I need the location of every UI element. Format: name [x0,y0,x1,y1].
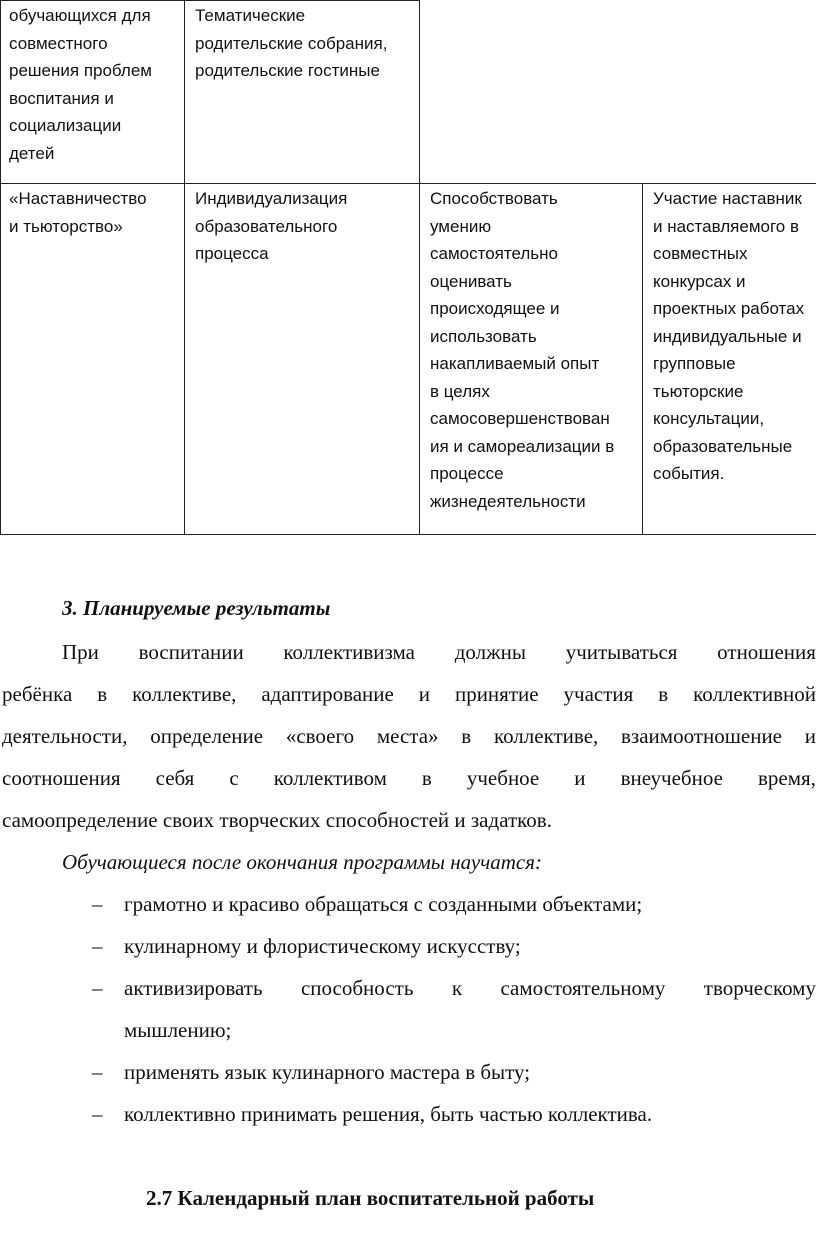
cell-text: процессе [430,464,504,483]
table-fragment [0,0,816,535]
word: творческому [703,976,816,1000]
cell-text: накапливаемый опыт [430,354,600,373]
cell-text: жизнедеятельности [430,491,586,511]
cell-text: события. [653,464,725,483]
cell-text: групповые [653,354,736,373]
cell-text: совместных [653,244,748,263]
word: коллективе, [493,724,599,748]
table-border-bottom [0,534,816,535]
word: и [418,682,431,706]
word: учебное [466,766,540,790]
table-col-divider-2 [419,0,420,535]
table-border-top [0,0,420,1]
word: коллективизма [283,640,416,664]
word: коллективом [273,766,387,790]
cell-text: и наставляемого в [653,216,800,236]
table-col-divider-3 [642,184,643,535]
cell-text: воспитания и [9,88,114,108]
word: коллективе, [132,682,237,706]
dash-bullet-icon: – [92,892,103,916]
cell-text: «Наставничество [9,189,147,208]
word: самостоятельному [500,976,666,1000]
cell-text: Участие наставник [653,189,802,208]
paragraph-line: самоопределение своих творческих способностей и задатков. [2,808,552,832]
cell-text: социализации [9,116,122,135]
cell-text: в целях [430,381,490,401]
word: время, [757,766,816,790]
word: воспитании [138,640,244,664]
cell-text: индивидуальные и [653,326,802,346]
cell-text: тьюторские [653,381,744,401]
word: с [229,766,239,790]
outcome-text-line [124,976,816,1000]
word: определение [150,724,264,748]
outcome-text: грамотно и красиво обращаться с созданными объектами; [124,892,643,916]
cell-text: конкурсах и [653,271,746,291]
table-border-left [0,0,1,535]
word: ребёнка [2,682,73,706]
word: активизировать [124,976,263,1000]
word: и [804,724,816,748]
word: отношения [717,640,816,664]
outcome-text: кулинарному и флористическому искусству; [124,934,521,958]
cell-text: образовательные [653,436,793,456]
word: в [97,682,108,706]
paragraph-line [2,682,816,706]
word: в [461,724,472,748]
cell-text: оценивать [430,271,512,291]
cell-text: Индивидуализация [195,189,348,208]
cell-text: детей [9,143,55,163]
cell-text: обучающихся для [9,6,151,25]
cell-text: родительские собрания, [195,33,388,53]
cell-text: Способствовать [430,189,558,208]
table-cell [430,185,614,515]
word: способность [300,976,414,1000]
table-cell [9,185,147,240]
dash-bullet-icon: – [92,976,103,1000]
cell-text: Тематические [195,6,306,25]
word: в [421,766,432,790]
word: места» [376,724,439,748]
cell-text: ия и самореализации в [430,436,615,456]
outcome-text: коллективно принимать решения, быть частью коллектива. [124,1102,653,1126]
dash-bullet-icon: – [92,1102,103,1126]
cell-text: консультации, [653,409,765,428]
word: учитываться [565,640,678,664]
word: принятие [454,682,539,706]
table-cell [195,185,347,268]
cell-text: образовательного [195,216,338,236]
table-cell [195,2,387,85]
word: коллективной [693,682,816,706]
outcome-continuation: мышлению; [124,1018,232,1042]
word: к [451,976,463,1000]
word: себя [155,766,195,790]
cell-text: и тьюторство» [9,216,123,236]
word: и [574,766,586,790]
cell-text: происходящее и [430,299,560,318]
paragraph-line [2,766,816,790]
table-cell [9,2,152,167]
cell-text: совместного [9,33,108,53]
word: участия [563,682,634,706]
next-section-heading: 2.7 Календарный план воспитательной работы [146,1186,595,1210]
cell-text: самостоятельно [430,244,558,263]
cell-text: решения проблем [9,61,152,80]
cell-text: использовать [430,326,537,346]
word: в [658,682,669,706]
cell-text: умению [430,216,492,236]
word: внеучебное [620,766,723,790]
word: соотношения [2,766,121,790]
paragraph-line [2,724,816,748]
word: деятельности, [2,724,128,748]
cell-text: процесса [195,244,269,263]
paragraph-line [62,640,816,664]
cell-text: самосовершенствован [430,409,610,428]
word: При [62,640,99,664]
outcome-text: применять язык кулинарного мастера в быту; [124,1060,531,1084]
table-row-divider [0,183,816,184]
word: «своего [285,724,355,748]
dash-bullet-icon: – [92,1060,103,1084]
table-cell [653,185,804,488]
word: должны [454,640,526,664]
word: адаптирование [261,682,394,706]
outcomes-intro: Обучающиеся после окончания программы научатся: [62,850,542,874]
cell-text: проектных работах [653,299,805,318]
word: взаимоотношение [621,724,783,748]
table-col-divider-1 [184,0,185,535]
dash-bullet-icon: – [92,934,103,958]
cell-text: родительские гостиные [195,61,380,80]
section-heading: 3. Планируемые результаты [62,596,331,620]
